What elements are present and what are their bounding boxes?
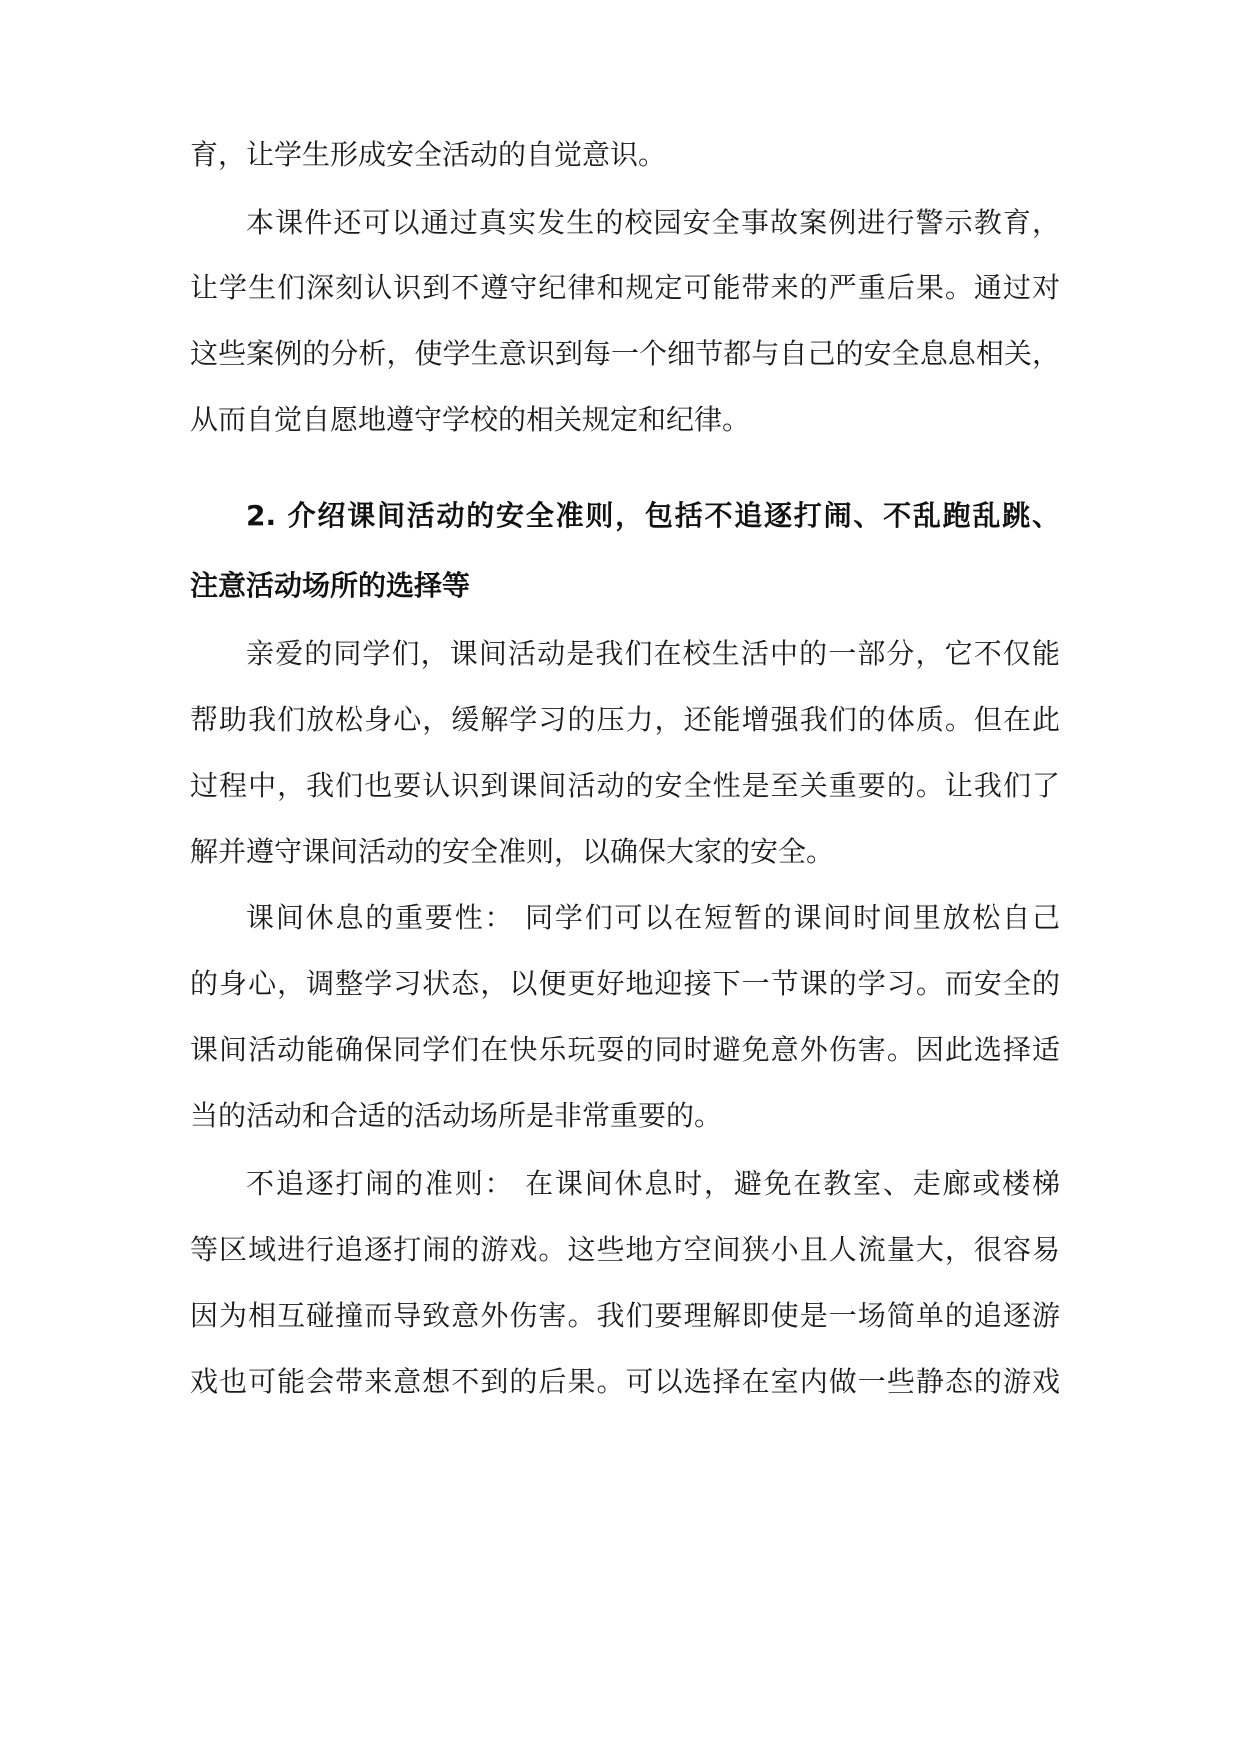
paragraph-line: 解并遵守课间活动的安全准则，以确保大家的安全。 (190, 835, 835, 868)
paragraph-line: 从而自觉自愿地遵守学校的相关规定和纪律。 (190, 403, 751, 436)
paragraph-line: 本课件还可以通过真实发生的校园安全事故案例进行警示教育， (246, 206, 1060, 239)
paragraph-line: 让学生们深刻认识到不遵守纪律和规定可能带来的严重后果。通过对 (190, 271, 1060, 304)
section-heading: 注意活动场所的选择等 (190, 569, 471, 602)
paragraph-line: 课间活动能确保同学们在快乐玩耍的同时避免意外伤害。因此选择适 (190, 1033, 1060, 1066)
paragraph-line: 课间休息的重要性： 同学们可以在短暂的课间时间里放松自己 (246, 901, 1060, 934)
paragraph-line: 这些案例的分析，使学生意识到每一个细节都与自己的安全息息相关， (190, 337, 1060, 370)
paragraph-line: 亲爱的同学们，课间活动是我们在校生活中的一部分，它不仅能 (246, 637, 1060, 670)
paragraph-line: 等区域进行追逐打闹的游戏。这些地方空间狭小且人流量大，很容易 (190, 1233, 1060, 1266)
paragraph-line: 育，让学生形成安全活动的自觉意识。 (190, 138, 667, 171)
paragraph-line: 不追逐打闹的准则： 在课间休息时，避免在教室、走廊或楼梯 (246, 1167, 1060, 1200)
paragraph-line: 因为相互碰撞而导致意外伤害。我们要理解即使是一场简单的追逐游 (190, 1299, 1060, 1332)
paragraph-line: 过程中，我们也要认识到课间活动的安全性是至关重要的。让我们了 (190, 769, 1060, 802)
paragraph-line: 当的活动和合适的活动场所是非常重要的。 (190, 1099, 723, 1132)
paragraph-line: 帮助我们放松身心，缓解学习的压力，还能增强我们的体质。但在此 (190, 703, 1060, 736)
paragraph-line: 的身心，调整学习状态，以便更好地迎接下一节课的学习。而安全的 (190, 967, 1060, 1000)
section-heading: 2. 介绍课间活动的安全准则，包括不追逐打闹、不乱跑乱跳、 (246, 499, 1060, 532)
paragraph-line: 戏也可能会带来意想不到的后果。可以选择在室内做一些静态的游戏 (190, 1365, 1060, 1398)
